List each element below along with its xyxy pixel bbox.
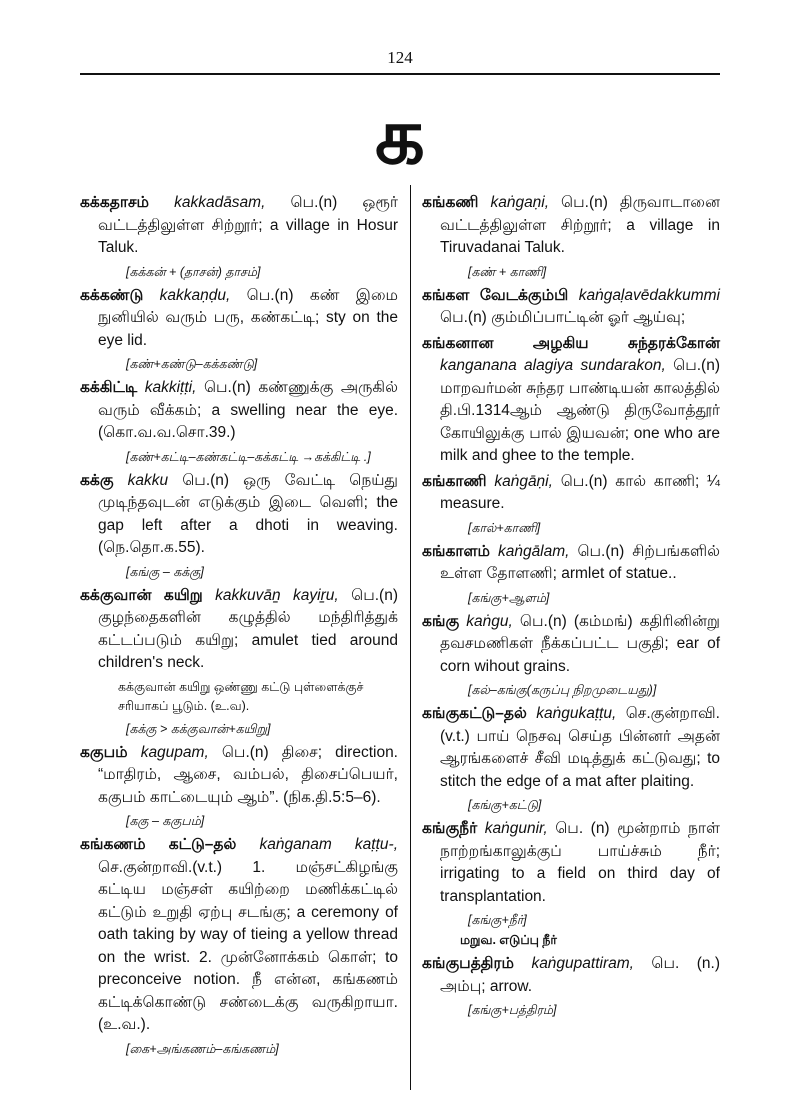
entry-transliteration: kakkiṭṭi, xyxy=(144,379,197,396)
entry-etymology: [கண்+கண்டு–கக்கண்டு] xyxy=(126,357,258,371)
entry-transliteration: kaṅganam kaṭṭu-, xyxy=(259,836,398,853)
entry-headword: கங்குபத்திரம் xyxy=(422,955,514,972)
dictionary-entry xyxy=(422,611,720,679)
dictionary-entry xyxy=(80,742,398,810)
dictionary-entry xyxy=(80,285,398,353)
entry-etymology: [கை+அங்கணம்–கங்கணம்] xyxy=(126,1041,279,1056)
entry-headword: கக்கண்டு xyxy=(80,286,144,304)
dictionary-entry xyxy=(422,703,720,793)
entry-definition: பெ.(n) ஒரு வேட்டி நெய்து முடிந்தவுடன் எடுக்கும் இடை வெளி; the gap left after a dhoti in weaving. (நெ.தொ.க.55). xyxy=(98,471,398,556)
dictionary-entry xyxy=(422,192,720,260)
dictionary-entry xyxy=(80,192,398,260)
entry-definition: பெ.(n) மாறவர்மன் சுந்தர பாண்டியன் காலத்தில் தி.பி.1314ஆம் ஆண்டு திருவோத்தூர் கோயிலுக்கு பால் இயவன்; one who are milk and ghee to the temple. xyxy=(440,357,720,464)
entry-etymology: [கங்கு+கட்டு] xyxy=(468,798,542,812)
entry-definition: பெ.(n) ஒரூர் வட்டத்திலுள்ள சிற்றூர்; a village in Hosur Taluk. xyxy=(98,194,399,256)
entry-etymology: [கங்கு+நீர்] xyxy=(468,913,527,927)
left-column xyxy=(80,192,398,1062)
entry-transliteration: kagupam, xyxy=(140,743,209,761)
entry-headword: கங்கு xyxy=(422,612,460,630)
entry-headword: கங்குநீர் xyxy=(422,820,478,837)
header-rule xyxy=(80,73,720,75)
dictionary-entry xyxy=(422,471,720,516)
dictionary-entry xyxy=(422,953,720,998)
entry-transliteration: kaṅgaḷavēdakkummi xyxy=(578,286,720,304)
section-letter: க xyxy=(375,92,425,182)
dictionary-entry xyxy=(422,818,720,908)
entry-definition: செ.குன்றாவி. (v.t.) பாய் நெசவு செய்த பின்னர் அதன் ஆரங்களைச் சீவி மடித்துக் கட்டுவது; to stitch the edge of a mat after plaiting. xyxy=(440,705,720,790)
column-divider xyxy=(410,185,411,1090)
entry-definition: பெ.(n) திருவாடானை வட்டத்திலுள்ள சிற்றூர்; a village in Tiruvadanai Taluk. xyxy=(440,194,720,256)
dictionary-entry xyxy=(422,333,720,468)
entry-definition: பெ. (n.) அம்பு; arrow. xyxy=(440,955,720,995)
entry-definition: பெ.(n) (கம்மங்) கதிரினின்று தவசமணிகள் நீக்கப்பட்ட பகுதி; ear of corn wihout grains. xyxy=(440,612,720,675)
entry-synonym: மறுவ. எடுப்பு நீர் xyxy=(460,933,557,947)
entry-definition: பெ. (n) மூன்றாம் நாள் நாற்றங்காலுக்குப் பாய்ச்சும் நீர்; irrigating to a field on third day of transplantation. xyxy=(440,820,721,905)
entry-headword: கக்கிட்டி xyxy=(80,379,138,396)
entry-transliteration: kaṅgukaṭṭu, xyxy=(536,705,617,722)
entry-transliteration: kaṅgāṇi, xyxy=(494,472,553,490)
entry-definition: செ.குன்றாவி.(v.t.) 1. மஞ்சட்கிழங்கு கட்டிய மஞ்சள் கயிற்றை மணிக்கட்டில் கட்டும் உறுதி ஏற்பு சடங்கு; a ceremony of oath taking by way of tieing a yellow thread on the wrist. 2. முன்னோக்கம் கொள்; to preconceive notion. நீ என்ன, கங்கணம் கட்டிக்கொண்டு சண்டைக்கு வருகிறாயா. (உ.வ.). xyxy=(98,858,398,1033)
dictionary-entry xyxy=(422,541,720,586)
entry-etymology: [கல்–கங்கு(கருப்பு நிறமுடையது)] xyxy=(468,683,657,697)
entry-transliteration: kakkadāsam, xyxy=(174,194,266,211)
entry-etymology: [கண் + காணி] xyxy=(468,264,547,279)
entry-headword: கக்குவான் கயிறு xyxy=(80,586,203,604)
entry-definition: பெ.(n) திசை; direction. “மாதிரம், ஆசை, வம்பல், திசைப்பெயர், ககுபம் காட்டையும் ஆம்”. (நிக.தி.5:5–6). xyxy=(98,743,398,806)
entry-headword: கங்காணி xyxy=(422,472,487,490)
dictionary-entry xyxy=(80,834,398,1037)
entry-headword: ககுபம் xyxy=(80,743,128,761)
entry-etymology: [கங்கு – கக்கு] xyxy=(126,564,204,579)
entry-transliteration: kaṅgaṇi, xyxy=(490,194,550,211)
entry-etymology: [கக்கன் + (தாசன்) தாசம்] xyxy=(126,264,261,279)
page-number: 124 xyxy=(387,48,413,67)
entry-transliteration: kaṅgunir, xyxy=(484,820,548,837)
entry-etymology: [கண்+கட்டி–கண்கட்டி–கக்கட்டி →கக்கிட்டி .] xyxy=(126,449,371,464)
dictionary-entry xyxy=(80,377,398,445)
entry-definition: பெ.(n) குழந்தைகளின் கழுத்தில் மந்திரித்துக் கட்டப்படும் கயிறு; amulet tied around children's neck. xyxy=(98,586,399,671)
dictionary-entry xyxy=(422,285,720,330)
dictionary-entry xyxy=(80,470,398,560)
entry-headword: கங்காளம் xyxy=(422,542,490,560)
entry-etymology: [கக்கு > கக்குவான்+கயிறு] xyxy=(126,721,271,736)
entry-definition: பெ.(n) கால் காணி; ¼ measure. xyxy=(440,472,720,512)
entry-headword: கங்கனான அழகிய சுந்தரக்கோன் xyxy=(422,334,720,352)
dictionary-entry xyxy=(80,585,398,675)
entry-headword: கங்குகட்டு–தல் xyxy=(422,705,527,722)
entry-etymology: [கால்+காணி] xyxy=(468,520,541,535)
entry-definition: பெ.(n) கண்ணுக்கு அருகில் வரும் வீக்கம்; a swelling near the eye. (கொ.வ.வ.சொ.39.) xyxy=(98,379,398,441)
entry-etymology: [கங்கு+ஆளம்] xyxy=(468,590,550,605)
entry-etymology: [ககு – ககுபம்] xyxy=(126,814,205,828)
right-column xyxy=(422,192,720,1023)
entry-headword: கங்கணி xyxy=(422,194,479,211)
entry-transliteration: kaṅgu, xyxy=(466,612,513,630)
entry-transliteration: kakkaṇḍu, xyxy=(159,286,231,304)
entry-definition: பெ.(n) கும்மிப்பாட்டின் ஓர் ஆய்வு; xyxy=(440,309,686,326)
entry-headword: கங்கணம் கட்டு–தல் xyxy=(80,836,237,853)
entry-transliteration: kaṅgālam, xyxy=(497,542,570,560)
entry-transliteration: kangananа alagiya sundarakon, xyxy=(440,357,666,374)
entry-transliteration: kaṅgupattiram, xyxy=(531,955,634,972)
entry-usage-example: கக்குவான் கயிறு ஒண்ணு கட்டு புள்ளைக்குச் சரியாகப் பூடும். (உ.வ). xyxy=(118,679,364,713)
entry-headword: கக்கு xyxy=(80,471,114,489)
entry-transliteration: kakkuvāṉ kayiṟu, xyxy=(215,586,339,604)
entry-definition: பெ.(n) சிற்பங்களில் உள்ள தோளணி; armlet of statue.. xyxy=(440,542,720,582)
entry-etymology: [கங்கு+பத்திரம்] xyxy=(468,1003,557,1017)
entry-headword: கங்கள வேடக்கும்பி xyxy=(422,286,569,304)
entry-definition: பெ.(n) கண் இமை நுனியில் வரும் பரு, கண்கட்டி; sty on the eye lid. xyxy=(98,286,398,349)
entry-transliteration: kakku xyxy=(127,471,169,489)
entry-headword: கக்கதாசம் xyxy=(80,194,149,211)
